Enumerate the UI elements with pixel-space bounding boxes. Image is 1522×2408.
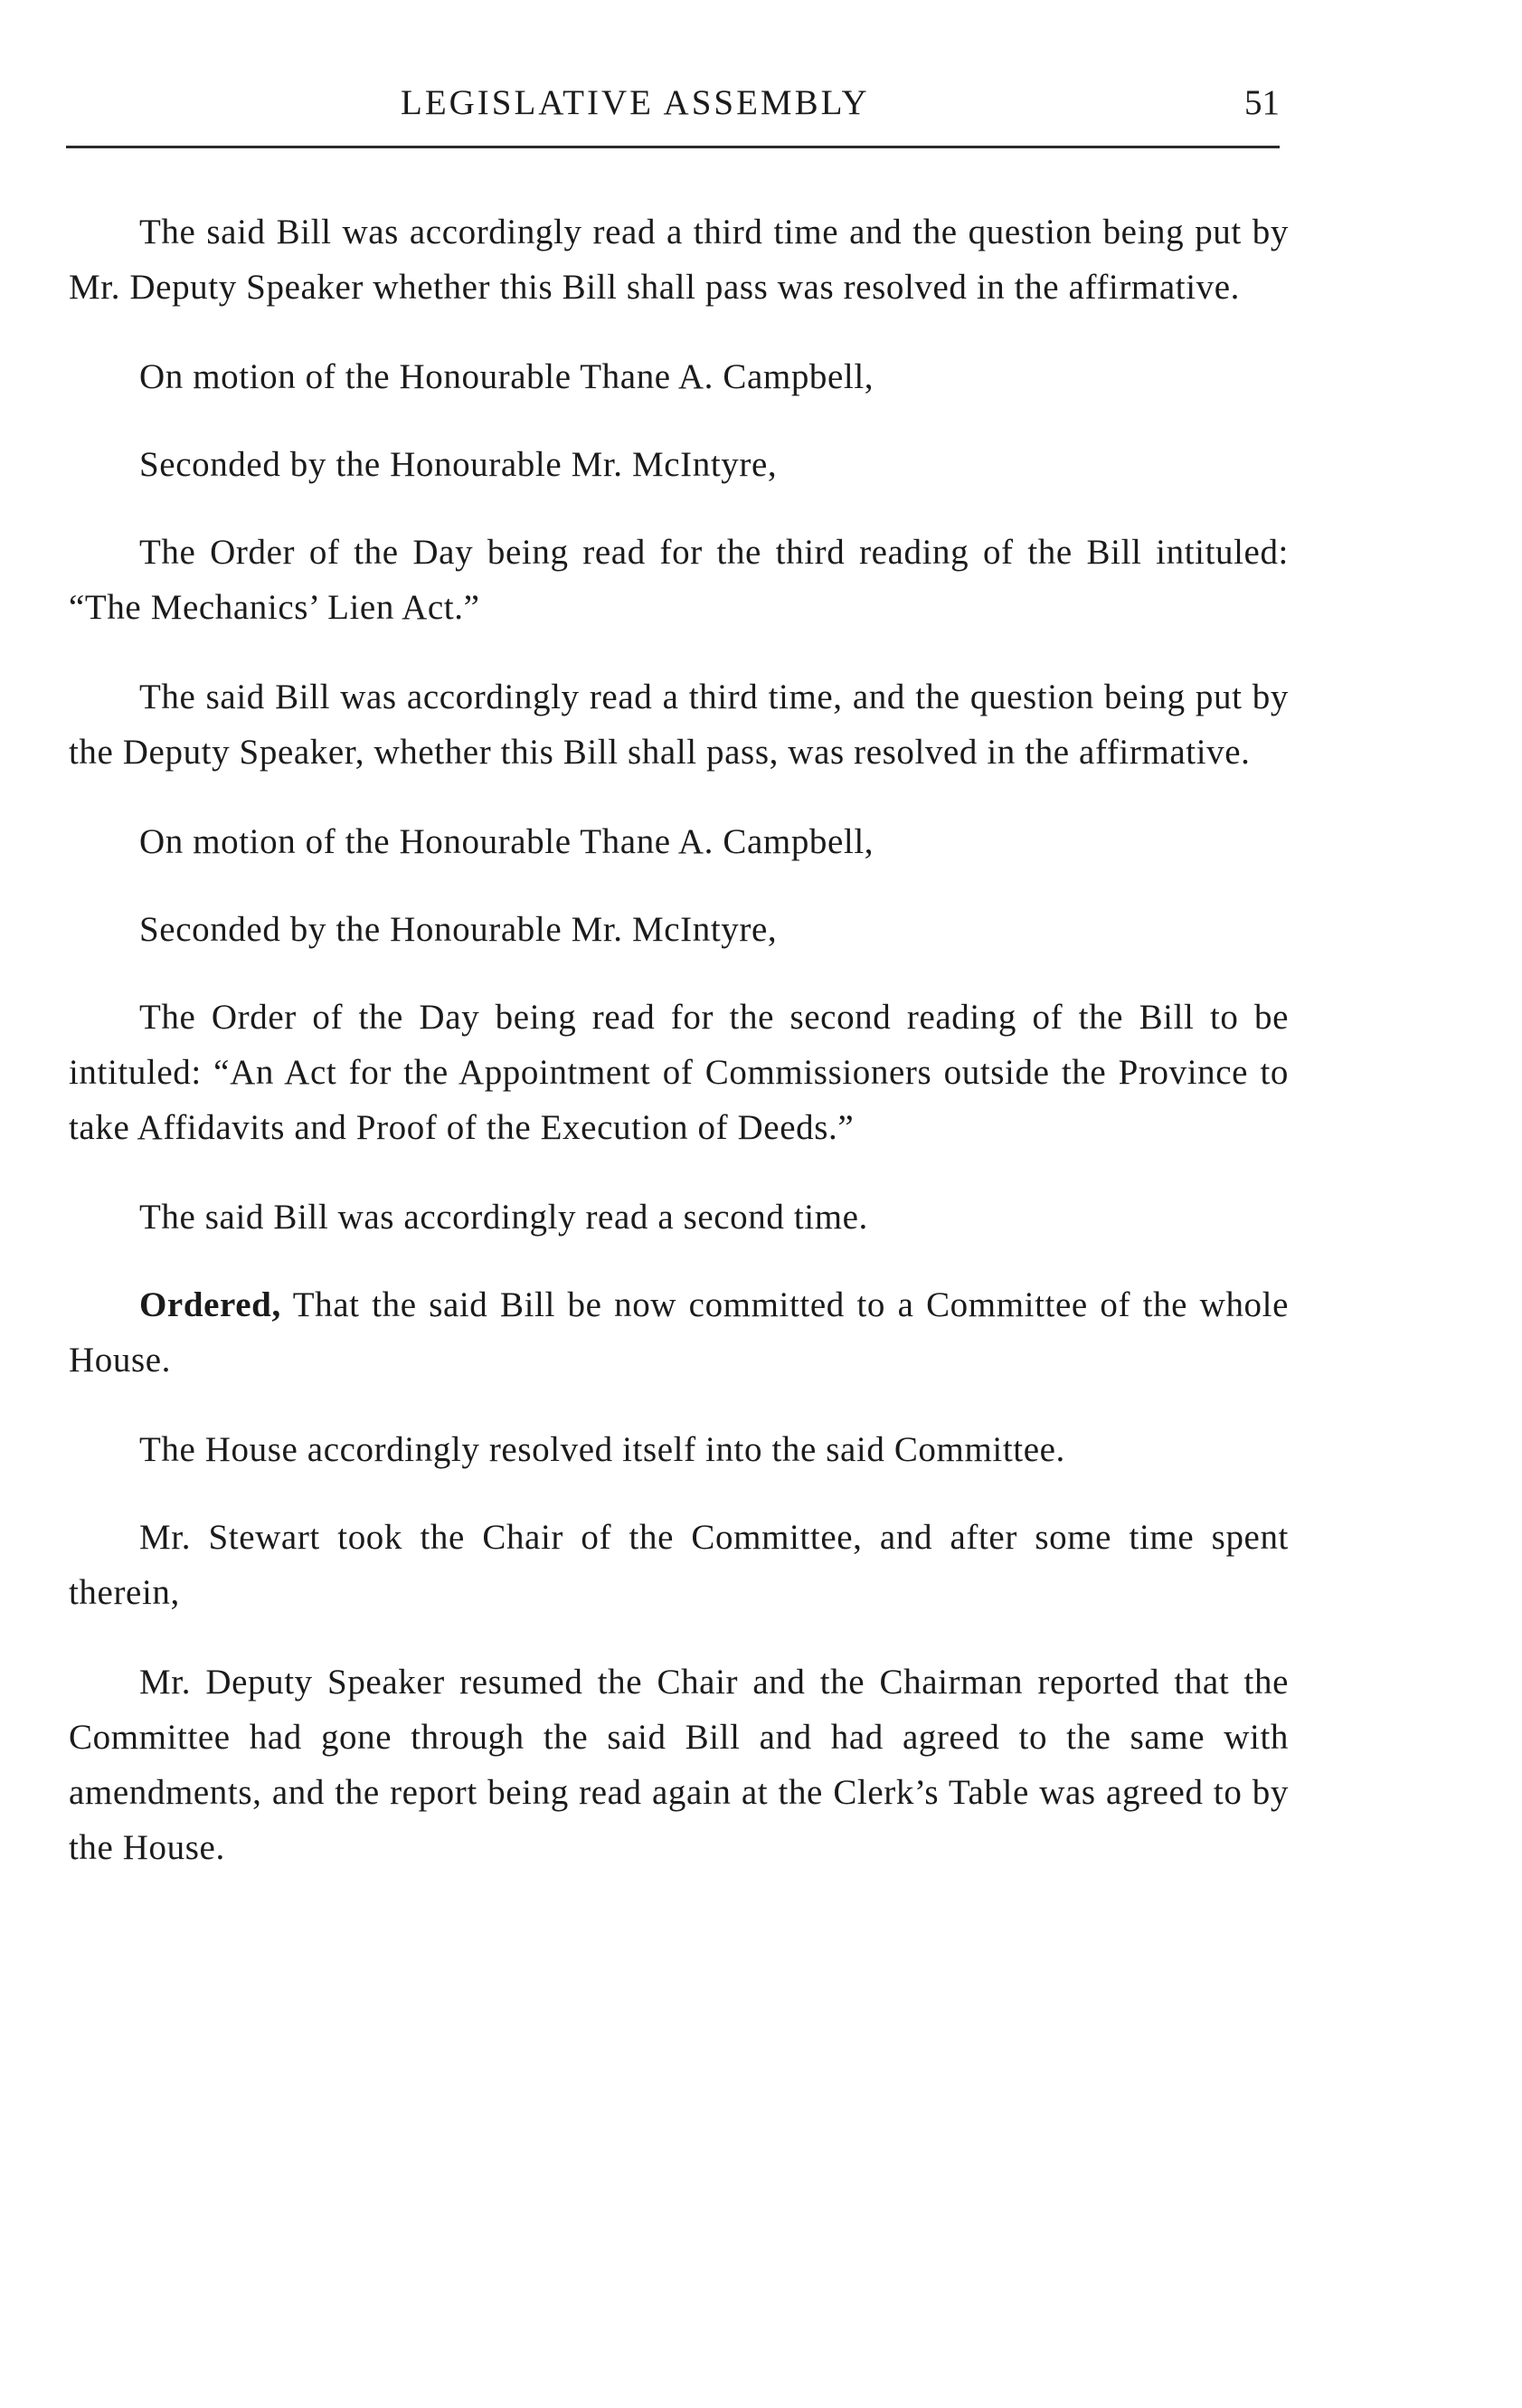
paragraph-motion: On motion of the Honourable Thane A. Campbell, — [139, 357, 874, 396]
paragraph-chair: Mr. Stewart took the Chair of the Committee, and after some time spent therein, — [69, 1518, 1289, 1612]
paragraph-motion: On motion of the Honourable Thane A. Campbell, — [139, 822, 874, 861]
paragraph-third-reading-result: The said Bill was accordingly read a third time, and the question being put by the Deputy Speaker, whether this Bill shall pass, was resolved in the affirmative. — [69, 678, 1289, 772]
ordered-lead: Ordered, — [139, 1285, 281, 1324]
running-head — [66, 78, 1280, 128]
header-rule — [66, 146, 1280, 148]
paragraph-ordered: Ordered, That the said Bill be now committed to a Committee of the whole House. — [69, 1285, 1289, 1379]
paragraph-third-reading-result: The said Bill was accordingly read a third time and the question being put by Mr. Deputy Speaker whether this Bill shall pass was resolved in the affirmative. — [69, 213, 1289, 307]
paragraph-seconded: Seconded by the Honourable Mr. McIntyre, — [139, 445, 778, 484]
paragraph-seconded: Seconded by the Honourable Mr. McIntyre, — [139, 910, 778, 949]
paragraph-report: Mr. Deputy Speaker resumed the Chair and the Chairman reported that the Committee had gone through the said Bill and had agreed to the same with amendments, and the report being read again at the Clerk’s Table was agreed to by the House. — [69, 1663, 1289, 1867]
paragraph-second-reading: The said Bill was accordingly read a second time. — [139, 1198, 868, 1237]
page-number: 51 — [1244, 83, 1280, 122]
paragraph-order-of-day: The Order of the Day being read for the second reading of the Bill to be intituled: “An Act for the Appointment of Commissioners outside the Province to take Affidavits and Proof of the Execution of Deeds.” — [69, 998, 1289, 1147]
paragraph-committee: The House accordingly resolved itself into the said Committee. — [139, 1430, 1065, 1469]
running-head-title: LEGISLATIVE ASSEMBLY — [401, 83, 870, 122]
body-text — [69, 204, 1289, 1910]
paragraph-order-of-day: The Order of the Day being read for the third reading of the Bill intituled: “The Mechanics’ Lien Act.” — [69, 533, 1289, 627]
